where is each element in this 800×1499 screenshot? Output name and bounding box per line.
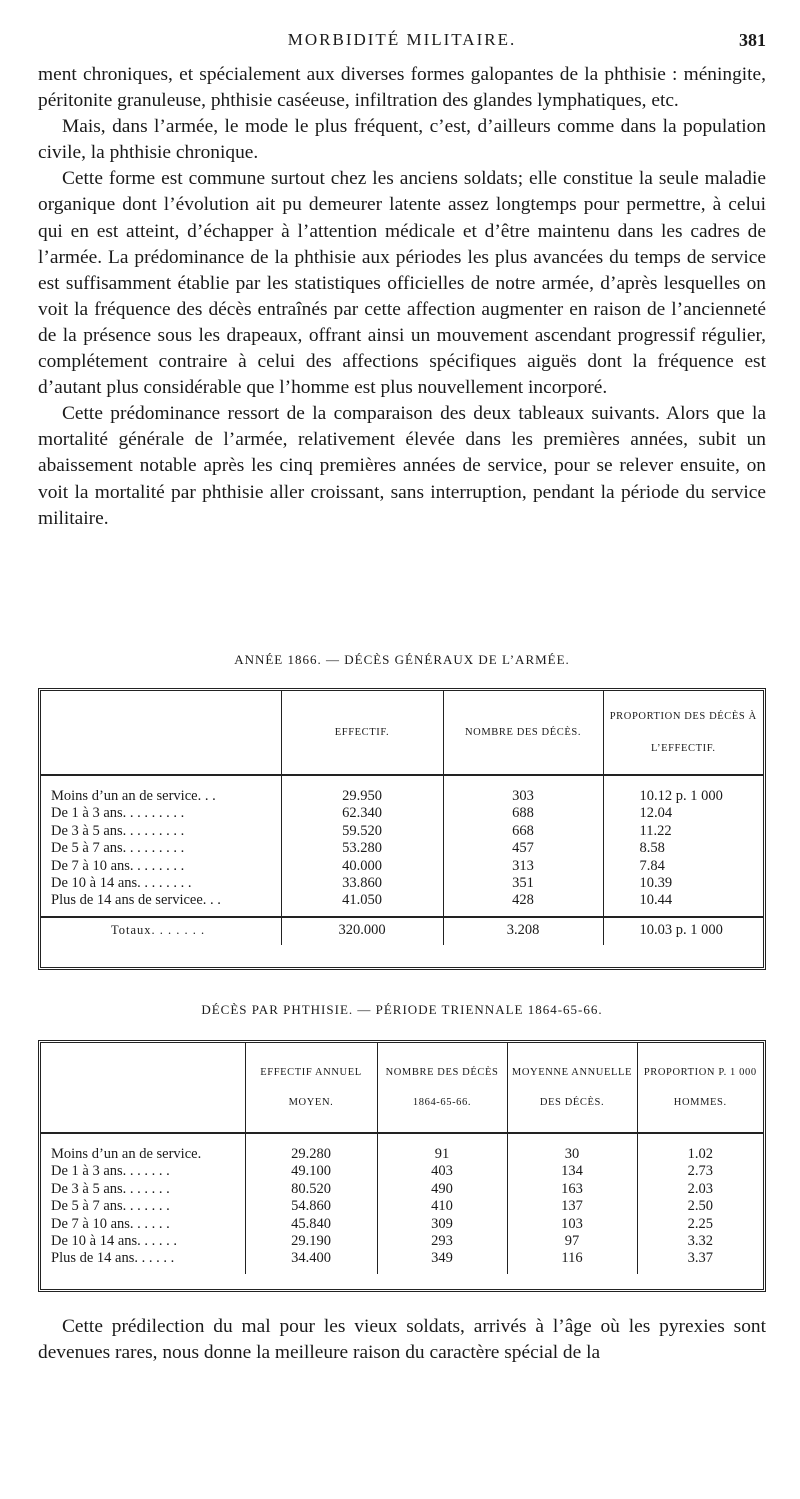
paragraph-1: ment chroniques, et spécialement aux diverses formes galopantes de la phthisie : méningite, péritonite granuleuse, phthisie caséeuse, infiltration des glandes lymphatiques, etc. <box>38 64 766 112</box>
cell-deces: 410 <box>377 1198 507 1215</box>
row-label: De 1 à 3 ans. . . . . . . . . <box>51 805 185 822</box>
table-row <box>41 1216 763 1233</box>
row-label: Moins d’un an de service. . . <box>51 788 216 804</box>
total-proportion: 10.03 p. 1 000 <box>603 917 763 945</box>
cell-effectif: 33.860 <box>281 875 443 892</box>
cell-deces: 490 <box>377 1181 507 1198</box>
table-1-header-label <box>41 691 281 775</box>
cell-deces: 309 <box>377 1216 507 1233</box>
table-2-header-proportion: PROPORTION P. 1 000 HOMMES. <box>637 1043 763 1133</box>
cell-effectif: 40.000 <box>281 858 443 875</box>
table-2-header-deces: NOMBRE DES DÉCÈS 1864-65-66. <box>377 1043 507 1133</box>
cell-proportion: 3.32 <box>637 1233 763 1250</box>
row-label: Plus de 14 ans de servicee. . . <box>51 892 221 909</box>
cell-moyenne: 134 <box>507 1163 637 1180</box>
cell-deces: 313 <box>443 858 603 875</box>
table-row <box>41 1250 763 1273</box>
cell-deces: 293 <box>377 1233 507 1250</box>
cell-proportion: 11.22 <box>603 823 763 840</box>
table-1-grid <box>41 691 763 945</box>
row-label: De 3 à 5 ans. . . . . . . <box>51 1180 170 1197</box>
paragraph-2: Mais, dans l’armée, le mode le plus fréquent, c’est, d’ailleurs comme dans la population civile, la phthisie chronique. <box>38 116 766 164</box>
row-label: De 7 à 10 ans. . . . . . . . <box>51 857 185 874</box>
cell-proportion: 7.84 <box>603 858 763 875</box>
table-2 <box>38 1040 766 1292</box>
row-label: De 5 à 7 ans. . . . . . . . . <box>51 840 185 857</box>
cell-proportion: 12.04 <box>603 805 763 822</box>
cell-proportion: 10.39 <box>603 875 763 892</box>
table-row <box>41 1146 763 1163</box>
table-total-row <box>41 917 763 945</box>
cell-proportion: 1.02 <box>637 1146 763 1163</box>
body-text-top <box>38 62 766 532</box>
cell-effectif: 54.860 <box>245 1198 377 1215</box>
cell-moyenne: 103 <box>507 1216 637 1233</box>
cell-effectif: 29.280 <box>245 1146 377 1163</box>
cell-moyenne: 116 <box>507 1250 637 1273</box>
cell-proportion: 2.73 <box>637 1163 763 1180</box>
cell-effectif: 80.520 <box>245 1181 377 1198</box>
table-2-caption: DÉCÈS PAR PHTHISIE. — PÉRIODE TRIENNALE 1864-65-66. <box>201 1002 603 1017</box>
table-row <box>41 1163 763 1180</box>
cell-effectif: 29.190 <box>245 1233 377 1250</box>
cell-effectif: 62.340 <box>281 805 443 822</box>
table-1-caption: ANNÉE 1866. — DÉCÈS GÉNÉRAUX DE L’ARMÉE. <box>234 652 570 667</box>
cell-proportion: 3.37 <box>637 1250 763 1273</box>
page-number: 381 <box>739 30 766 50</box>
cell-effectif: 41.050 <box>281 892 443 916</box>
cell-effectif: 29.950 <box>281 788 443 805</box>
cell-deces: 428 <box>443 892 603 916</box>
body-text-bottom <box>38 1314 766 1366</box>
cell-deces: 688 <box>443 805 603 822</box>
running-head <box>38 30 766 56</box>
table-2-header-moyenne: MOYENNE ANNUELLE DES DÉCÈS. <box>507 1043 637 1133</box>
cell-moyenne: 97 <box>507 1233 637 1250</box>
table-row <box>41 1198 763 1215</box>
table-1-header-effectif: EFFECTIF. <box>281 691 443 775</box>
row-label: De 5 à 7 ans. . . . . . . <box>51 1198 170 1215</box>
row-label: De 7 à 10 ans. . . . . . <box>51 1215 170 1232</box>
table-row <box>41 858 763 875</box>
cell-deces: 91 <box>377 1146 507 1163</box>
cell-effectif: 49.100 <box>245 1163 377 1180</box>
cell-moyenne: 163 <box>507 1181 637 1198</box>
cell-effectif: 53.280 <box>281 840 443 857</box>
cell-effectif: 34.400 <box>245 1250 377 1273</box>
row-label: Plus de 14 ans. . . . . . <box>51 1250 175 1267</box>
table-row <box>41 875 763 892</box>
table-2-header-label <box>41 1043 245 1133</box>
row-label: De 3 à 5 ans. . . . . . . . . <box>51 822 185 839</box>
running-title: MORBIDITÉ MILITAIRE. <box>287 30 517 49</box>
cell-proportion: 10.44 <box>603 892 763 916</box>
table-row <box>41 1233 763 1250</box>
total-deces: 3.208 <box>443 917 603 945</box>
cell-proportion: 10.12 p. 1 000 <box>603 788 763 805</box>
cell-proportion: 2.03 <box>637 1181 763 1198</box>
total-label: Totaux. . . . . . . <box>41 917 281 945</box>
row-label: De 1 à 3 ans. . . . . . . <box>51 1163 170 1180</box>
table-1-header-proportion: PROPORTION DES DÉCÈS À L’EFFECTIF. <box>603 691 763 775</box>
cell-moyenne: 30 <box>507 1146 637 1163</box>
table-row <box>41 823 763 840</box>
paragraph-4: Cette prédominance ressort de la comparaison des deux tableaux suivants. Alors que la mortalité générale de l’armée, relativement élevée dans les premières années, subit un abaissement notable après les cinq premières années de service, pour se relever ensuite, on voit la mortalité par phthisie aller croissant, sans interruption, pendant la période du service militaire. <box>38 403 766 529</box>
cell-deces: 351 <box>443 875 603 892</box>
table-row <box>41 892 763 916</box>
table-row <box>41 788 763 805</box>
cell-proportion: 2.50 <box>637 1198 763 1215</box>
table-2-header-effectif: EFFECTIF ANNUEL MOYEN. <box>245 1043 377 1133</box>
cell-deces: 349 <box>377 1250 507 1273</box>
cell-deces: 457 <box>443 840 603 857</box>
cell-deces: 303 <box>443 788 603 805</box>
cell-proportion: 8.58 <box>603 840 763 857</box>
table-1 <box>38 688 766 970</box>
table-2-grid <box>41 1043 763 1274</box>
row-label: De 10 à 14 ans. . . . . . . . <box>51 875 192 892</box>
row-label: De 10 à 14 ans. . . . . . <box>51 1233 178 1250</box>
paragraph-3: Cette forme est commune surtout chez les anciens soldats; elle constitue la seule maladie organique dont l’évolution ait pu demeurer latente assez longtemps pour permettre, à celui qui en est atteint, d’échapper à l’attention médicale et d’être maintenu dans les cadres de l’armée. La prédominance de la phthisie aux périodes les plus avancées du temps de service est suffisamment établie par les statistiques officielles de notre armée, d’après lesquelles on voit la fréquence des décès entraînés par cette affection augmenter en raison de l’ancienneté de la présence sous les drapeaux, offrant ainsi un mouvement ascendant progressif régulier, complétement contraire à celui des affections spécifiques aiguës dont la fréquence est d’autant plus considérable que l’homme est plus nouvellement incorporé. <box>38 168 766 399</box>
cell-effectif: 45.840 <box>245 1216 377 1233</box>
cell-effectif: 59.520 <box>281 823 443 840</box>
total-effectif: 320.000 <box>281 917 443 945</box>
paragraph-5: Cette prédilection du mal pour les vieux soldats, arrivés à l’âge où les pyrexies sont devenues rares, nous donne la meilleure raison du caractère spécial de la <box>38 1316 766 1364</box>
table-1-header-deces: NOMBRE DES DÉCÈS. <box>443 691 603 775</box>
table-row <box>41 805 763 822</box>
cell-proportion: 2.25 <box>637 1216 763 1233</box>
table-row <box>41 840 763 857</box>
table-row <box>41 1181 763 1198</box>
cell-deces: 668 <box>443 823 603 840</box>
cell-deces: 403 <box>377 1163 507 1180</box>
row-label: Moins d’un an de service. <box>51 1146 202 1162</box>
cell-moyenne: 137 <box>507 1198 637 1215</box>
